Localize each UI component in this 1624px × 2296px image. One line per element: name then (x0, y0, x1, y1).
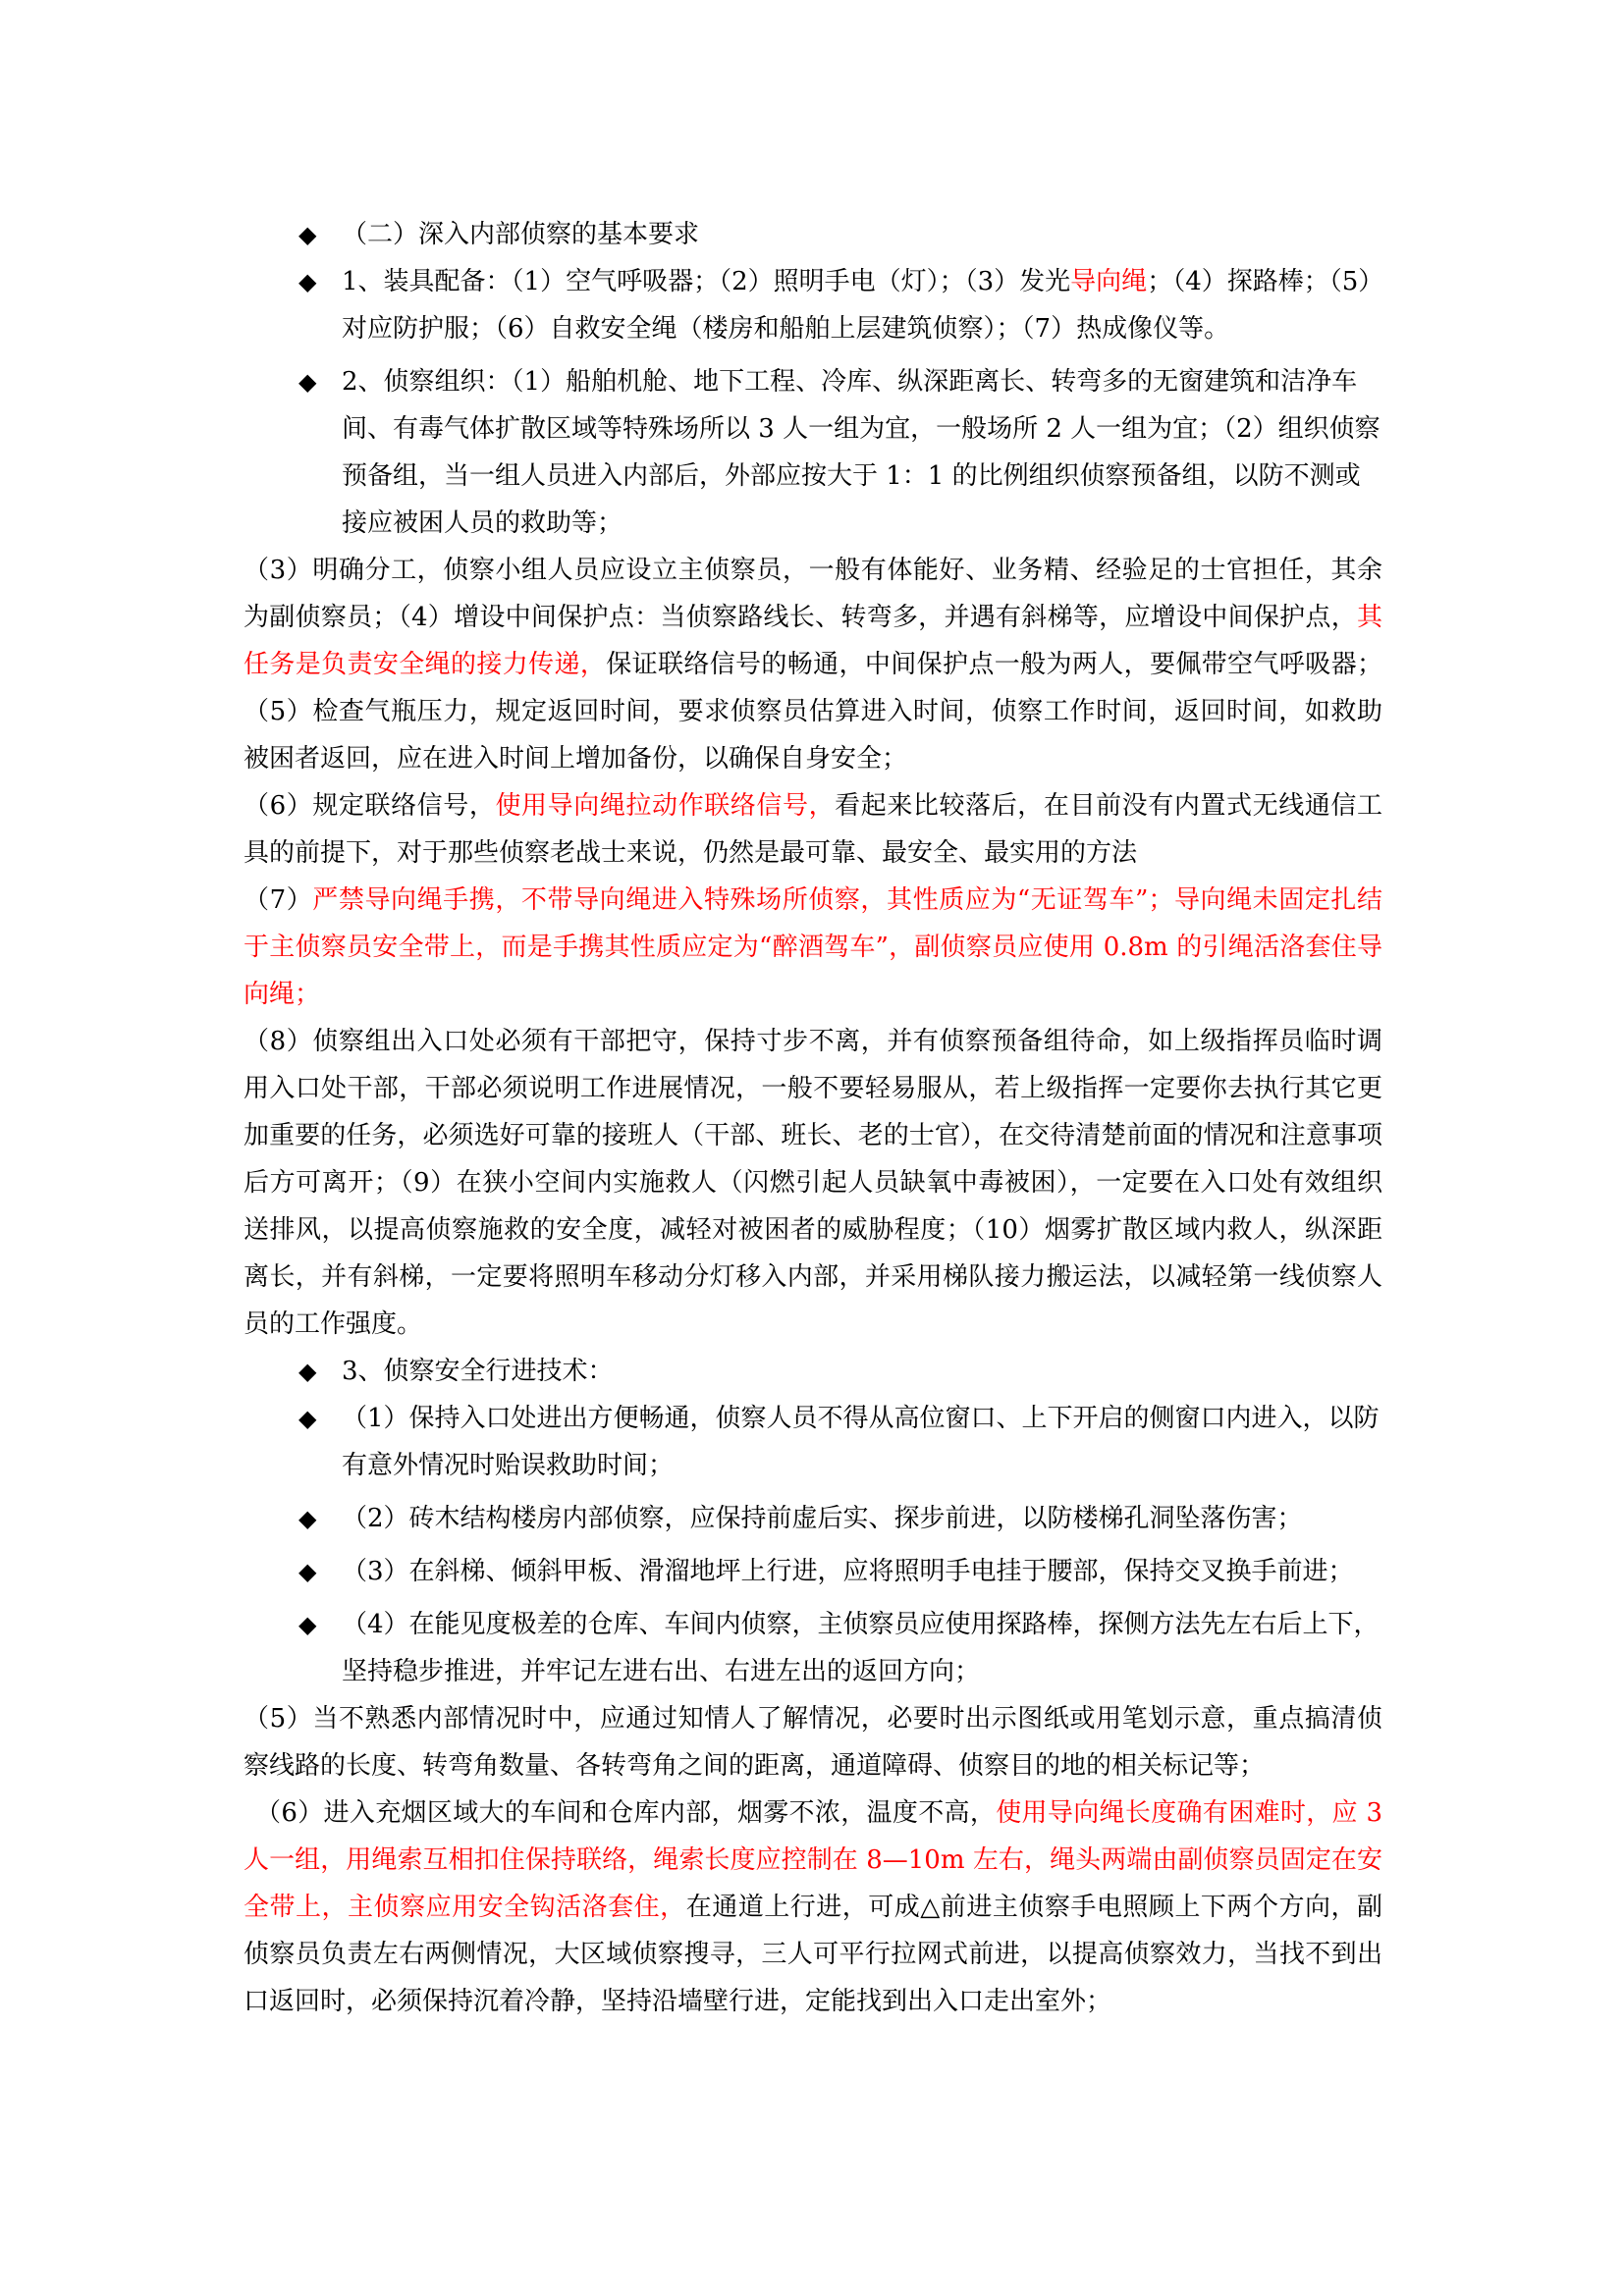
paragraph-division-of-labor (244, 547, 1382, 782)
list-item-organization (244, 358, 1382, 547)
diamond-bullet-icon: ◆ (298, 268, 317, 295)
paragraph-signals (244, 782, 1382, 877)
paragraph-text: （7） (244, 885, 313, 915)
paragraph-text: （3）明确分工，侦察小组人员应设立主侦察员，一般有体能好、业务精、经验足的士官担任，其余为副侦察员；（4）增设中间保护点：当侦察路线长、转弯多，并遇有斜梯等，应增设中间保护点， (244, 556, 1382, 632)
paragraph-guide-rope-rule (244, 877, 1382, 1018)
section-title: （二）深入内部侦察的基本要求 (342, 220, 700, 249)
paragraph-entrance-guard (244, 1018, 1382, 1348)
paragraph-highlight: 使用导向绳长度确有困难时，应 3 人一组，用绳索互相扣住保持联络，绳索长度应控制在 8—10m 左右，绳头两端由副侦察员固定在安全带上，主侦察应用安全钩活洛套住， (244, 1798, 1383, 1922)
paragraph-text: （6）进入充烟区域大的车间和仓库内部，烟雾不浓，温度不高， (255, 1798, 997, 1828)
paragraph-text: （8）侦察组出入口处必须有干部把守，保持寸步不离，并有侦察预备组待命，如上级指挥员临时调用入口处干部，干部必须说明工作进展情况，一般不要轻易服从，若上级指挥一定要你去执行其它更加重要的任务，必须选好可靠的接班人（干部、班长、老的士官），在交待清楚前面的情况和注意事项后方可离开；（9）在狭小空间内实施救人（闪燃引起人员缺氧中毒被困），一定要在入口处有效组织送排风，以提高侦察施救的安全度，减轻对被困者的威胁程度；（10）烟雾扩散区域内救人，纵深距离长，并有斜梯，一定要将照明车移动分灯移入内部，并采用梯队接力搬运法，以减轻第一线侦察人员的工作强度。 (244, 1027, 1382, 1339)
paragraph-highlight: 其任务是负责安全绳的接力传递， (244, 603, 1382, 679)
paragraph-highlight: 使用导向绳拉动作联络信号， (495, 791, 836, 821)
list-item-text: （4）在能见度极差的仓库、车间内侦察，主侦察员应使用探路棒，探侧方法先左右后上下，坚持稳步推进，并牢记左进右出、右进左出的返回方向； (342, 1610, 1380, 1686)
diamond-bullet-icon: ◆ (298, 1611, 317, 1638)
diamond-bullet-icon: ◆ (298, 368, 317, 396)
document-body (244, 211, 1382, 2025)
paragraph-text: 保证联络信号的畅通，中间保护点一般为两人，要佩带空气呼吸器；（5）检查气瓶压力，规定返回时间，要求侦察员估算进入时间，侦察工作时间，返回时间，如救助被困者返回，应在进入时间上增加备份，以确保自身安全； (244, 650, 1382, 774)
diamond-bullet-icon: ◆ (298, 221, 317, 248)
paragraph-smoke-area (244, 1789, 1382, 2025)
list-item (244, 1395, 1382, 1489)
equipment-tail: ；（4）探路棒；（5）对应防护服；（6）自救安全绳（楼房和船舶上层建筑侦察）；（7）热成像仪等。 (342, 267, 1372, 344)
list-item (244, 1601, 1382, 1695)
paragraph-unfamiliar-interior (244, 1695, 1382, 1789)
list-item (244, 1495, 1382, 1542)
list-item-text: （3）在斜梯、倾斜甲板、滑溜地坪上行进，应将照明手电挂于腰部，保持交叉换手前进； (342, 1557, 1354, 1586)
list-item (244, 1548, 1382, 1595)
diamond-bullet-icon: ◆ (298, 1505, 317, 1532)
paragraph-text: 看起来比较落后，在目前没有内置式无线通信工具的前提下，对于那些侦察老战士来说，仍然是最可靠、最安全、最实用的方法 (244, 791, 1382, 868)
list-item-safety-technique (244, 1348, 1382, 1395)
equipment-text: 1、装具配备：（1）空气呼吸器；（2）照明手电（灯）；（3）发光 (342, 267, 1071, 296)
list-item-text: （2）砖木结构楼房内部侦察，应保持前虚后实、探步前进，以防楼梯孔洞坠落伤害； (342, 1504, 1303, 1533)
paragraph-text: （5）当不熟悉内部情况时中，应通过知情人了解情况，必要时出示图纸或用笔划示意，重点搞清侦察线路的长度、转弯角数量、各转弯角之间的距离，通道障碍、侦察目的地的相关标记等； (244, 1704, 1382, 1781)
diamond-bullet-icon: ◆ (298, 1405, 317, 1432)
list-item-text: （1）保持入口处进出方便畅通，侦察人员不得从高位窗口、上下开启的侧窗口内进入，以防有意外情况时贻误救助时间； (342, 1404, 1380, 1480)
diamond-bullet-icon: ◆ (298, 1358, 317, 1385)
equipment-highlight: 导向绳 (1070, 267, 1148, 296)
list-item-equipment (244, 258, 1382, 352)
paragraph-text: （6）规定联络信号， (244, 791, 496, 821)
organization-text: 2、侦察组织：（1）船舶机舱、地下工程、冷库、纵深距离长、转弯多的无窗建筑和洁净车间、有毒气体扩散区域等特殊场所以 3 人一组为宜，一般场所 2 人一组为宜；（2）组织侦察预备组，当一组人员进入内部后，外部应按大于 1：1 的比例组织侦察预备组，以防不测或接应被困人员的救助等； (342, 367, 1380, 538)
paragraph-highlight: 严禁导向绳手携，不带导向绳进入特殊场所侦察，其性质应为“无证驾车”；导向绳未固定扎结于主侦察员安全带上，而是手携其性质应定为“醉酒驾车”，副侦察员应使用 0.8m 的引绳活洛套住导向绳； (244, 885, 1382, 1009)
paragraph-text: 在通道上行进，可成△前进主侦察手电照顾上下两个方向，副侦察员负责左右两侧情况，大区域侦察搜寻，三人可平行拉网式前进，以提高侦察效力，当找不到出口返回时，必须保持沉着冷静，坚持沿墙壁行进，定能找到出入口走出室外； (244, 1893, 1382, 2016)
safety-technique-title: 3、侦察安全行进技术： (342, 1357, 614, 1386)
section-heading (244, 211, 1382, 258)
diamond-bullet-icon: ◆ (298, 1558, 317, 1585)
